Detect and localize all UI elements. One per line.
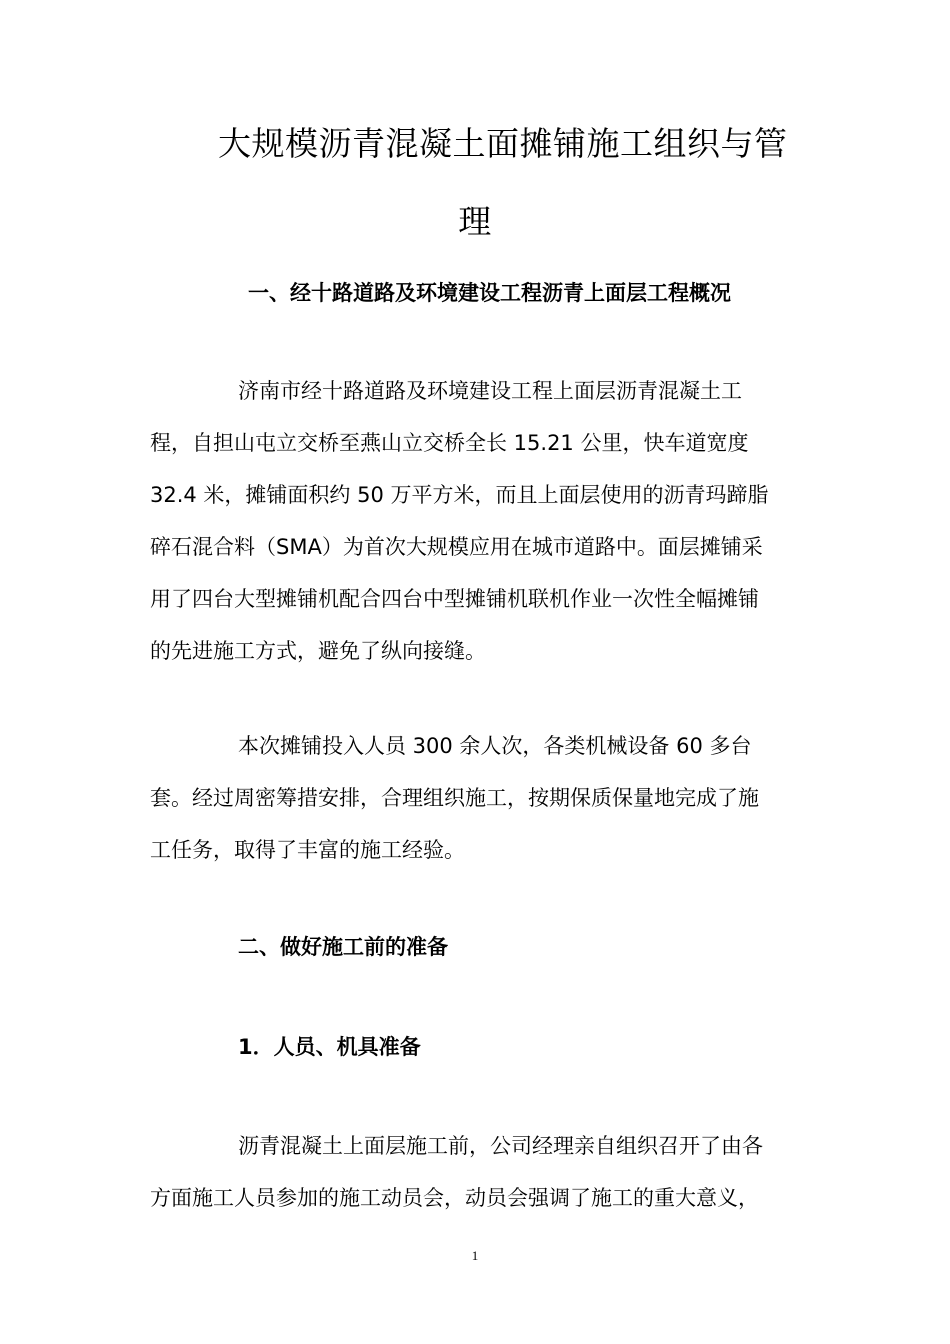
section-heading-1: 一、经十路道路及环境建设工程沥青上面层工程概况 <box>248 281 731 305</box>
section-heading-2: 二、做好施工前的准备 <box>238 935 448 959</box>
paragraph-line: 套。经过周密筹措安排，合理组织施工，按期保质保量地完成了施 <box>150 786 759 810</box>
paragraph-line: 用了四台大型摊铺机配合四台中型摊铺机联机作业一次性全幅摊铺 <box>150 587 759 611</box>
paragraph-line: 程，自担山屯立交桥至燕山立交桥全长 15.21 公里，快车道宽度 <box>150 431 749 455</box>
paragraph-1 <box>150 376 810 688</box>
paragraph-2 <box>150 731 810 887</box>
subsection-heading-1: 1．人员、机具准备 <box>238 1035 421 1059</box>
paragraph-line: 32.4 米，摊铺面积约 50 万平方米，而且上面层使用的沥青玛蹄脂 <box>150 483 769 507</box>
document-title-line-1: 大规模沥青混凝土面摊铺施工组织与管 <box>218 124 788 163</box>
document-title-line-2: 理 <box>458 202 492 241</box>
paragraph-line: 的先进施工方式，避免了纵向接缝。 <box>150 639 486 663</box>
paragraph-line: 方面施工人员参加的施工动员会，动员会强调了施工的重大意义， <box>150 1186 759 1210</box>
paragraph-line: 沥青混凝土上面层施工前，公司经理亲自组织召开了由各 <box>238 1134 763 1158</box>
paragraph-line: 济南市经十路道路及环境建设工程上面层沥青混凝土工 <box>238 379 742 403</box>
paragraph-line: 本次摊铺投入人员 300 余人次，各类机械设备 60 多台 <box>238 734 752 758</box>
page-number: 1 <box>471 1248 479 1263</box>
paragraph-3 <box>150 1131 810 1235</box>
paragraph-line: 碎石混合料（SMA）为首次大规模应用在城市道路中。面层摊铺采 <box>150 535 763 559</box>
paragraph-line: 工任务，取得了丰富的施工经验。 <box>150 838 465 862</box>
